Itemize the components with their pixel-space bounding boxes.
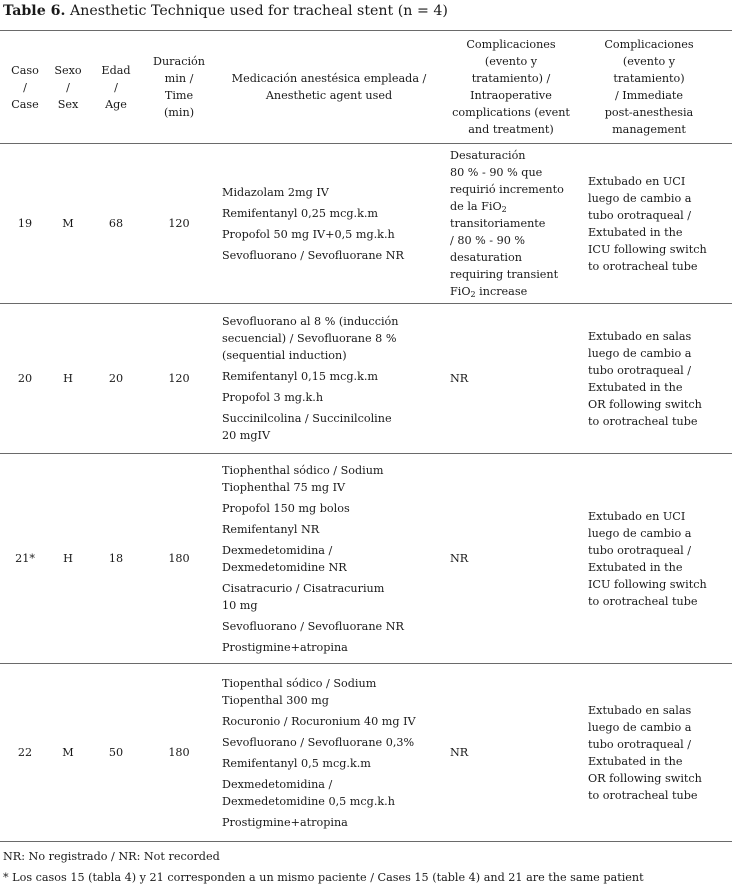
postop-line: to orotracheal tube xyxy=(588,788,698,802)
intraop-line: / 80 % - 90 % xyxy=(450,234,526,247)
medication-item: Prostigmine+atropina xyxy=(222,640,348,654)
medication-item xyxy=(222,313,444,364)
postop-line: luego de cambio a xyxy=(588,191,692,205)
header-case xyxy=(4,31,46,143)
header-medication-line: Medicación anestésica empleada / xyxy=(231,72,427,85)
cell-sex: M xyxy=(62,746,74,759)
medication-item: Sevofluorano / Sevofluorane NR xyxy=(222,248,404,262)
postop-line: OR following switch xyxy=(588,397,702,411)
medication-line: Tiopenthal sódico / Sodium xyxy=(222,676,377,690)
medication-line: Cisatracurio / Cisatracurium xyxy=(222,581,385,595)
intraop-text: increase xyxy=(475,285,528,298)
table-caption xyxy=(3,2,448,20)
header-postop-line: post-anesthesia xyxy=(604,106,694,119)
medication-item: Remifentanyl 0,5 mcg.k.m xyxy=(222,756,371,770)
medication-line: Dexmedetomidine NR xyxy=(222,560,347,574)
intraop-line: Desaturación xyxy=(450,149,526,162)
header-duration-line: Duración xyxy=(153,55,205,68)
medication-line: Dexmedetomidina / xyxy=(222,777,333,791)
cell-sex: M xyxy=(62,217,74,230)
cell-case: 19 xyxy=(17,217,33,230)
intraop-line xyxy=(450,283,580,300)
header-duration-line: Time xyxy=(164,89,194,102)
subscript: 2 xyxy=(470,290,476,299)
cell-medication xyxy=(222,454,444,663)
medication-item: Rocuronio / Rocuronium 40 mg IV xyxy=(222,714,416,728)
table-title: Anesthetic Technique used for tracheal stent (n = 4) xyxy=(65,3,448,19)
cell-age: 68 xyxy=(108,217,124,230)
footnote-nr: NR: No registrado / NR: Not recorded xyxy=(3,850,220,863)
postop-line: Extubado en UCI xyxy=(588,174,686,188)
postop-line: Extubado en salas xyxy=(588,329,692,343)
cell-postop xyxy=(588,454,718,663)
medication-line: 20 mgIV xyxy=(222,429,271,442)
table-label: Table 6. xyxy=(3,3,66,19)
intraop-line: 80 % - 90 % que xyxy=(450,166,543,179)
header-age-line: Edad xyxy=(101,63,131,77)
cell-medication xyxy=(222,664,444,841)
medication-item: Remifentanyl 0,15 mcg.k.m xyxy=(222,370,379,383)
medication-line: Dexmedetomidina / xyxy=(222,543,333,557)
header-intraop-line: Complicaciones xyxy=(466,38,556,51)
subscript: 2 xyxy=(501,205,507,214)
header-intraop-line: Intraoperative xyxy=(470,89,552,102)
postop-line: Extubated in the xyxy=(588,380,683,394)
postop-line: OR following switch xyxy=(588,771,702,785)
header-intraop-line: tratamiento) / xyxy=(471,72,551,85)
header-duration-line: min / xyxy=(164,72,194,85)
medication-item: Sevofluorano / Sevofluorane NR xyxy=(222,619,404,633)
postop-line: luego de cambio a xyxy=(588,346,692,360)
medication-line: secuencial) / Sevofluorane 8 % xyxy=(222,332,397,345)
cell-case: 21* xyxy=(15,552,35,565)
cell-duration: 120 xyxy=(168,372,190,385)
postop-line: luego de cambio a xyxy=(588,720,692,734)
postop-line: tubo orotraqueal / xyxy=(588,543,692,557)
footnote-same-patient: * Los casos 15 (tabla 4) y 21 corresponden a un mismo paciente / Cases 15 (table 4) and 21 are the same patient xyxy=(3,871,644,884)
postop-line: to orotracheal tube xyxy=(588,414,698,428)
postop-line: Extubado en UCI xyxy=(588,509,686,523)
header-medication-line: Anesthetic agent used xyxy=(265,89,393,102)
header-age-line: / xyxy=(114,80,118,94)
header-sex-line: Sexo xyxy=(54,63,82,77)
medication-line: (sequential induction) xyxy=(222,349,347,362)
cell-intraop: NR xyxy=(450,746,469,759)
medication-line: Dexmedetomidine 0,5 mcg.k.h xyxy=(222,794,395,808)
header-case-line: Caso xyxy=(11,63,39,77)
header-intraop-line: and treatment) xyxy=(468,123,554,136)
intraop-line: desaturation xyxy=(450,251,522,264)
medication-item xyxy=(222,542,444,576)
header-case-line: / xyxy=(23,80,27,94)
postop-line: to orotracheal tube xyxy=(588,259,698,273)
postop-line: Extubated in the xyxy=(588,560,683,574)
medication-line: Tiophenthal 75 mg IV xyxy=(222,480,346,494)
cell-age: 18 xyxy=(108,552,124,565)
medication-item xyxy=(222,776,444,810)
header-duration xyxy=(146,31,212,143)
postop-line: tubo orotraqueal / xyxy=(588,208,692,222)
cell-age: 50 xyxy=(108,746,124,759)
cell-case: 22 xyxy=(17,746,33,759)
header-age-line: Age xyxy=(105,97,127,111)
header-postop xyxy=(586,31,712,143)
header-postop-line: Complicaciones xyxy=(604,38,694,51)
cell-intraop xyxy=(450,144,580,303)
medication-item: Sevofluorano / Sevofluorane 0,3% xyxy=(222,735,415,749)
medication-item xyxy=(222,580,444,614)
medication-item: Prostigmine+atropina xyxy=(222,815,348,829)
header-intraop xyxy=(446,31,576,143)
header-case-line: Case xyxy=(11,97,39,111)
medication-item: Remifentanyl 0,25 mcg.k.m xyxy=(222,206,379,220)
cell-duration: 120 xyxy=(168,217,190,230)
cell-postop xyxy=(588,664,718,841)
medication-item xyxy=(222,410,444,444)
postop-line: Extubated in the xyxy=(588,754,683,768)
header-intraop-line: complications (event xyxy=(452,106,570,119)
postop-line: tubo orotraqueal / xyxy=(588,737,692,751)
rule-bottom xyxy=(0,841,732,842)
header-duration-line: (min) xyxy=(163,106,195,119)
cell-sex: H xyxy=(63,372,73,385)
header-intraop-line: (evento y xyxy=(484,55,538,68)
header-postop-line: tratamiento) xyxy=(613,72,685,85)
medication-item: Midazolam 2mg IV xyxy=(222,185,329,199)
cell-case: 20 xyxy=(17,372,33,385)
cell-duration: 180 xyxy=(168,552,190,565)
medication-item xyxy=(222,462,444,496)
medication-line: 10 mg xyxy=(222,598,258,612)
intraop-text: FiO xyxy=(450,285,471,298)
medication-item: Propofol 3 mg.k.h xyxy=(222,391,324,404)
header-medication xyxy=(216,31,442,143)
medication-line: Tiophenthal sódico / Sodium xyxy=(222,463,384,477)
postop-line: Extubated in the xyxy=(588,225,683,239)
intraop-line: transitoriamente xyxy=(450,217,546,230)
cell-postop xyxy=(588,144,718,303)
postop-line: ICU following switch xyxy=(588,242,707,256)
cell-sex: H xyxy=(63,552,73,565)
header-postop-line: (evento y xyxy=(622,55,676,68)
medication-item: Remifentanyl NR xyxy=(222,522,320,536)
intraop-line: requirió incremento xyxy=(450,183,564,196)
postop-line: Extubado en salas xyxy=(588,703,692,717)
header-sex-line: Sex xyxy=(57,97,79,111)
medication-line: Sevofluorano al 8 % (inducción xyxy=(222,315,399,328)
intraop-line xyxy=(450,198,580,215)
header-age xyxy=(94,31,138,143)
medication-item: Propofol 150 mg bolos xyxy=(222,501,350,515)
postop-line: tubo orotraqueal / xyxy=(588,363,692,377)
header-sex xyxy=(48,31,88,143)
medication-item xyxy=(222,675,444,709)
medication-line: Succinilcolina / Succinilcoline xyxy=(222,412,392,425)
cell-postop xyxy=(588,304,718,453)
intraop-text: de la FiO xyxy=(450,200,502,213)
cell-intraop: NR xyxy=(450,372,469,385)
cell-duration: 180 xyxy=(168,746,190,759)
header-postop-line: management xyxy=(612,123,686,136)
cell-age: 20 xyxy=(108,372,124,385)
medication-line: Tiopenthal 300 mg xyxy=(222,693,329,707)
cell-intraop: NR xyxy=(450,552,469,565)
header-sex-line: / xyxy=(66,80,70,94)
cell-medication xyxy=(222,144,444,303)
cell-medication xyxy=(222,304,444,453)
postop-line: to orotracheal tube xyxy=(588,594,698,608)
intraop-line: requiring transient xyxy=(450,268,559,281)
postop-line: ICU following switch xyxy=(588,577,707,591)
postop-line: luego de cambio a xyxy=(588,526,692,540)
header-postop-line: / Immediate xyxy=(614,89,684,102)
medication-item: Propofol 50 mg IV+0,5 mg.k.h xyxy=(222,227,395,241)
